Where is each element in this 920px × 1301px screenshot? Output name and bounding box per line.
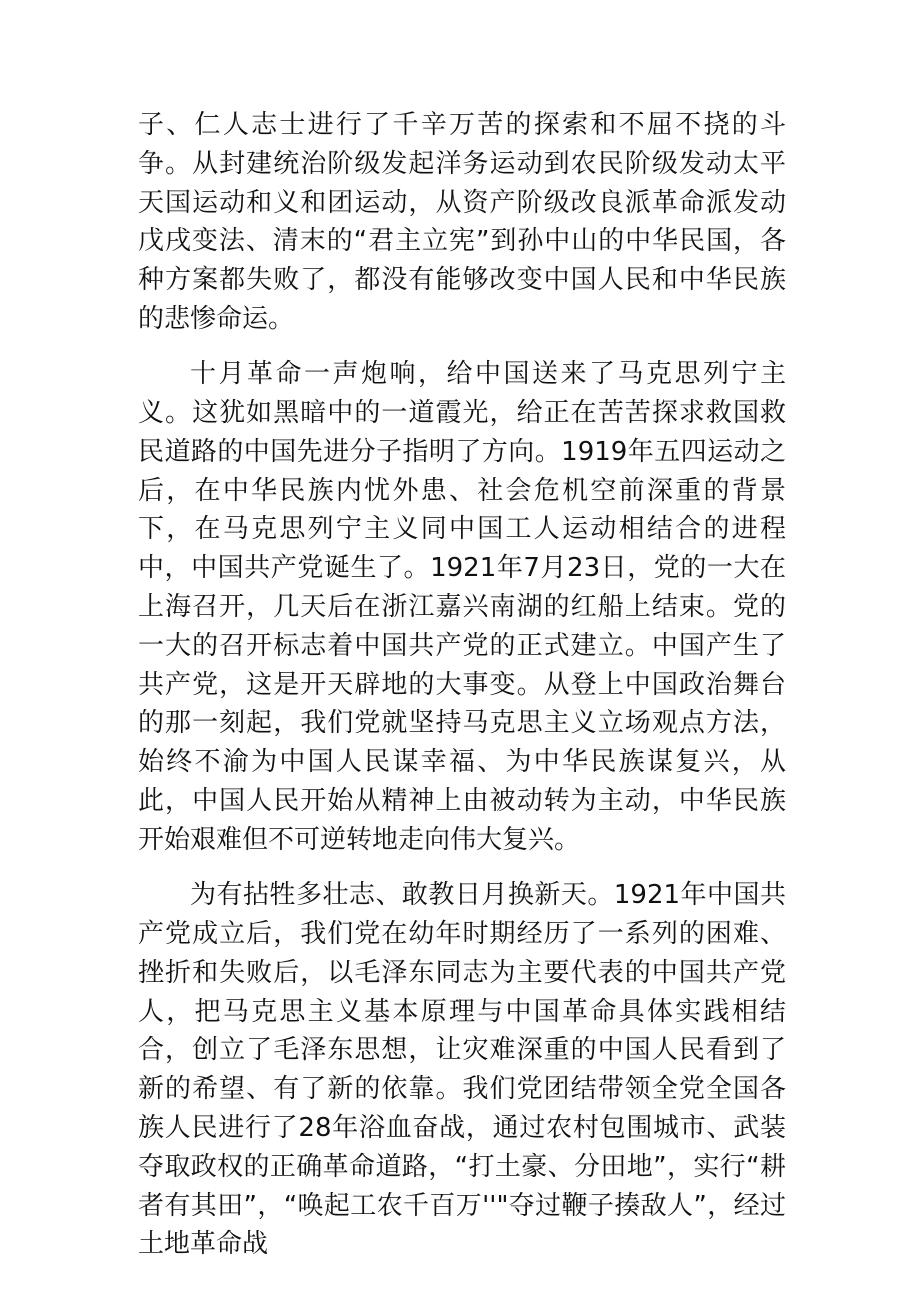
- paragraph-1: 子、仁人志士进行了千辛万苦的探索和不屈不挠的斗争。从封建统治阶级发起洋务运动到农民阶级发动太平天国运动和义和团运动，从资产阶级改良派革命派发动戊戌变法、清末的“君主立宪”到孙中山的中华民国，各种方案都失败了，都没有能够改变中国人民和中华民族的悲惨命运。: [138, 110, 786, 334]
- paragraph-2: 十月革命一声炮响，给中国送来了马克思列宁主义。这犹如黑暗中的一道霞光，给正在苦苦探求救国救民道路的中国先进分子指明了方向。1919年五四运动之后，在中华民族内忧外患、社会危机空前深重的背景下，在马克思列宁主义同中国工人运动相结合的进程中，中国共产党诞生了。1921年7月23日，党的一大在上海召开，几天后在浙江嘉兴南湖的红船上结束。党的一大的召开标志着中国共产党的正式建立。中国产生了共产党，这是开天辟地的大事变。从登上中国政治舞台的那一刻起，我们党就坚持马克思主义立场观点方法，始终不渝为中国人民谋幸福、为中华民族谋复兴，从此，中国人民开始从精神上由被动转为主动，中华民族开始艰难但不可逆转地走向伟大复兴。: [138, 359, 786, 855]
- document-body: [138, 106, 786, 1281]
- paragraph-3: 为有拈牲多壮志、敢教日月换新天。1921年中国共产党成立后，我们党在幼年时期经历了一系列的困难、挫折和失败后，以毛泽东同志为主要代表的中国共产党人，把马克思主义基本原理与中国革命具体实践相结合，创立了毛泽东思想，让灾难深重的中国人民看到了新的希望、有了新的依靠。我们党团结带领全党全国各族人民进行了28年浴血奋战，通过农村包围城市、武装夺取政权的正确革命道路，“打土豪、分田地”，实行“耕者有其田”，“唤起工农千百万''"夺过鞭子揍敌人”，经过土地革命战: [138, 880, 786, 1260]
